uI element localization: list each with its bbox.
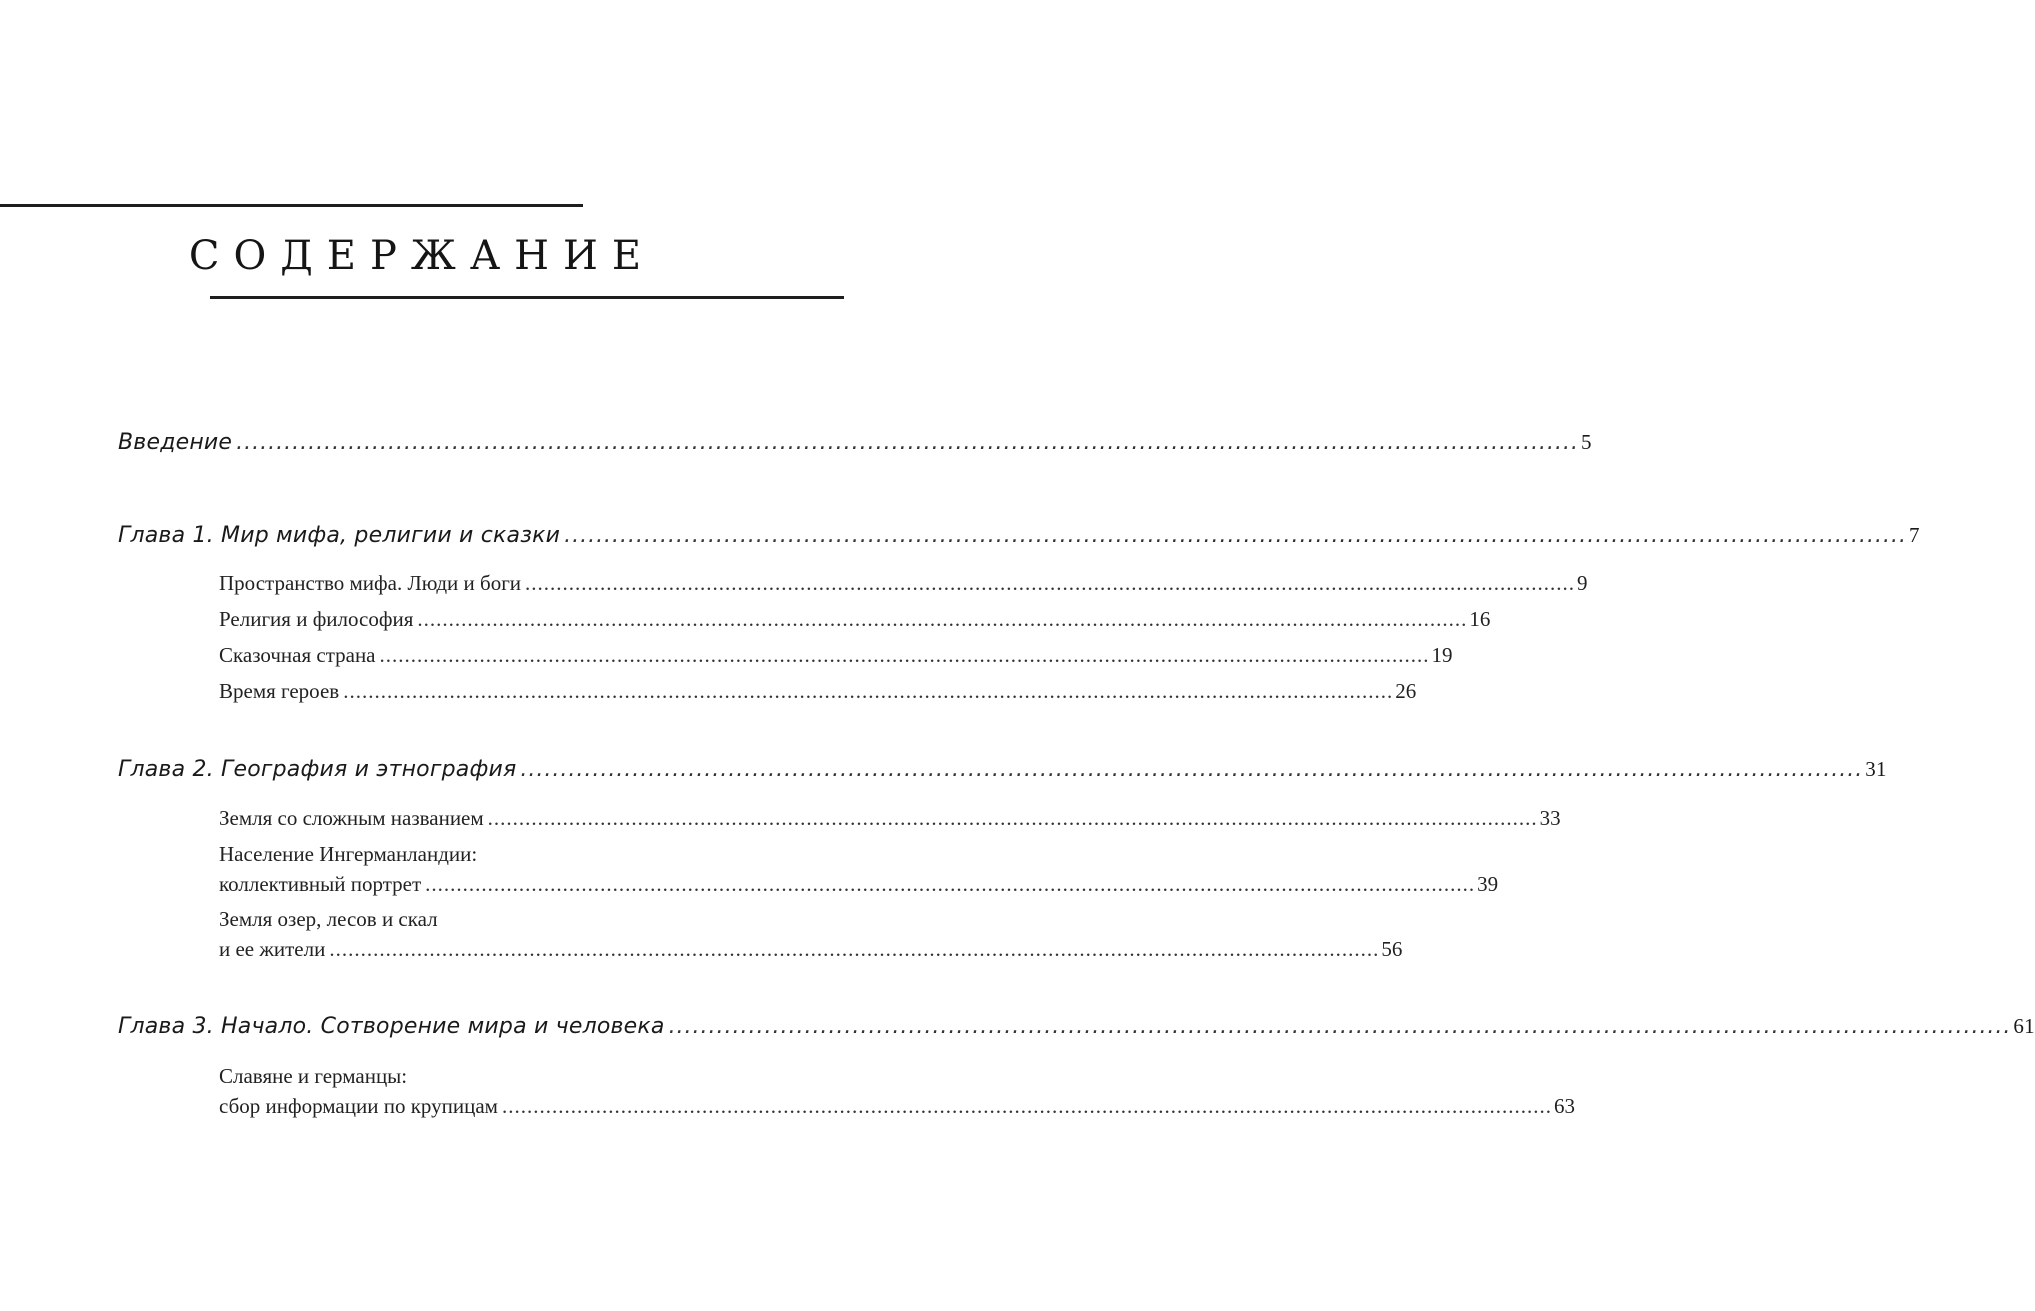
page-number: 63 xyxy=(1553,1094,1575,1118)
page-number: 9 xyxy=(1577,571,1588,595)
dot-leader: ........................................................................................................................................................................ xyxy=(236,430,1580,455)
toc-entry-ch2-s3[interactable] xyxy=(219,937,1403,962)
entry-label: сбор информации по крупицам xyxy=(219,1094,498,1118)
page-number: 19 xyxy=(1431,643,1453,667)
entry-label: и ее жители xyxy=(219,937,326,961)
toc-entry-ch1-s3[interactable] xyxy=(219,643,1453,668)
dot-leader: ........................................................................................................................................................................ xyxy=(564,523,1907,548)
toc-entry-intro[interactable] xyxy=(118,430,1592,455)
entry-label: коллективный портрет xyxy=(219,872,422,896)
toc-entry-ch2-s2[interactable] xyxy=(219,872,1499,897)
page-title: СОДЕРЖАНИЕ xyxy=(188,233,656,279)
top-rule xyxy=(0,204,583,207)
entry-label: Пространство мифа. Люди и боги xyxy=(219,571,522,595)
entry-label: Глава 1. Мир мифа, религии и сказки xyxy=(118,523,561,548)
toc-entry-chapter-3[interactable] xyxy=(118,1014,2035,1039)
entry-label: Глава 2. География и этнография xyxy=(118,757,517,782)
page-number: 16 xyxy=(1469,607,1491,631)
page-number: 39 xyxy=(1477,872,1499,896)
toc-entry-ch2-s3-line1[interactable]: Земля озер, лесов и скал xyxy=(219,907,438,931)
toc-entry-ch1-s2[interactable] xyxy=(219,607,1491,632)
dot-leader: ........................................................................................................................................................................ xyxy=(329,937,1380,961)
toc-entry-ch1-s4[interactable] xyxy=(219,679,1417,704)
toc-entry-chapter-2[interactable] xyxy=(118,757,1887,782)
toc-entry-ch2-s1[interactable] xyxy=(219,806,1561,831)
dot-leader: ........................................................................................................................................................................ xyxy=(501,1094,1552,1118)
page-number: 26 xyxy=(1395,679,1417,703)
toc-entry-ch2-s2-line1[interactable]: Население Ингерманландии: xyxy=(219,842,478,866)
dot-leader: ........................................................................................................................................................................ xyxy=(425,872,1476,896)
toc-entry-chapter-1[interactable] xyxy=(118,523,1920,548)
entry-label: Введение xyxy=(118,430,233,455)
toc-entry-ch3-s1-line1[interactable]: Славяне и германцы: xyxy=(219,1064,408,1088)
page-number: 61 xyxy=(2013,1014,2035,1038)
page-number: 5 xyxy=(1581,430,1592,454)
entry-label: Сказочная страна xyxy=(219,643,376,667)
toc-entry-ch3-s1[interactable] xyxy=(219,1094,1575,1119)
entry-label: Религия и философия xyxy=(219,607,414,631)
toc-entry-ch1-s1[interactable] xyxy=(219,571,1588,596)
page-number: 31 xyxy=(1865,757,1887,781)
dot-leader: ........................................................................................................................................................................ xyxy=(520,757,1864,782)
bottom-rule xyxy=(210,296,844,299)
dot-leader: ........................................................................................................................................................................ xyxy=(487,806,1538,830)
dot-leader: ........................................................................................................................................................................ xyxy=(525,571,1576,595)
dot-leader: ........................................................................................................................................................................ xyxy=(379,643,1430,667)
entry-label: Время героев xyxy=(219,679,340,703)
dot-leader: ........................................................................................................................................................................ xyxy=(668,1014,2012,1039)
dot-leader: ........................................................................................................................................................................ xyxy=(417,607,1468,631)
entry-label: Земля со сложным названием xyxy=(219,806,484,830)
entry-label: Глава 3. Начало. Сотворение мира и человека xyxy=(118,1014,665,1039)
page-number: 7 xyxy=(1908,523,1920,547)
page-number: 33 xyxy=(1539,806,1561,830)
dot-leader: ........................................................................................................................................................................ xyxy=(343,679,1394,703)
page-number: 56 xyxy=(1381,937,1403,961)
